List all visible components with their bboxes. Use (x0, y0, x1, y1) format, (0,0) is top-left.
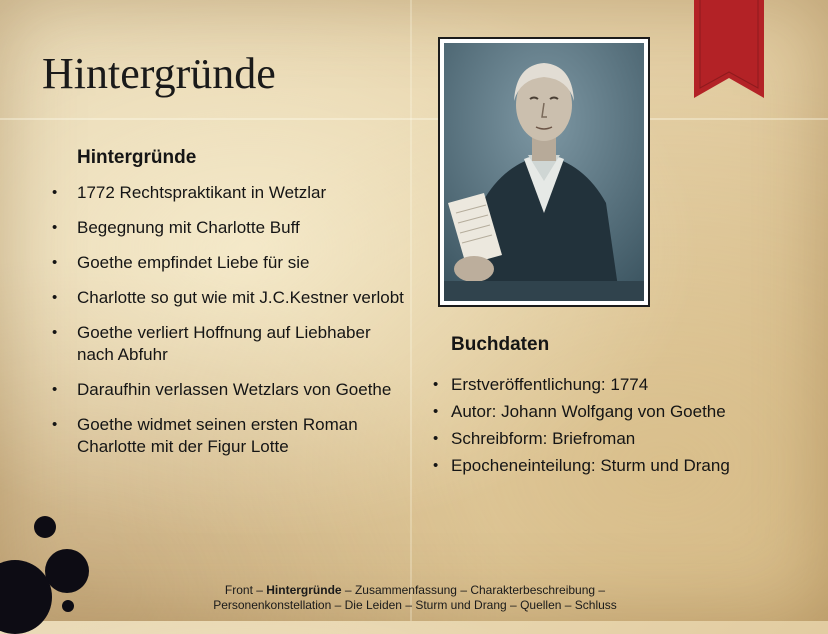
list-item: • 1772 Rechtspraktikant in Wetzlar (50, 182, 410, 204)
nav-link-charakterbeschreibung[interactable]: Charakterbeschreibung (470, 583, 596, 597)
list-item: • Begegnung mit Charlotte Buff (50, 217, 410, 239)
nav-link-sturm-und-drang[interactable]: Sturm und Drang (415, 598, 507, 612)
nav-link-personenkonstellation[interactable]: Personenkonstellation (213, 598, 332, 612)
bookmark-ribbon-icon (694, 0, 764, 98)
nav-link-schluss[interactable]: Schluss (574, 598, 617, 612)
list-item: • Goethe empfindet Liebe für sie (50, 252, 410, 274)
right-heading: Buchdaten (451, 334, 550, 355)
list-item: • Charlotte so gut wie mit J.C.Kestner verlobt (50, 287, 410, 309)
list-item: • Autor: Johann Wolfgang von Goethe (433, 401, 813, 422)
list-item: • Daraufhin verlassen Wetzlars von Goethe (50, 379, 410, 401)
footer-navigation: Front – Hintergründe – Zusammenfassung – Charakterbeschreibung – Personenkonstellation – Die Leiden – Sturm und Drang – Quellen – Schluss (213, 583, 617, 612)
paper-fold-vertical (410, 0, 412, 621)
ink-blot (34, 516, 56, 538)
list-item: • Goethe widmet seinen ersten Roman Charlotte mit der Figur Lotte (50, 414, 410, 458)
nav-link-zusammenfassung[interactable]: Zusammenfassung (354, 583, 457, 597)
book-data-bullet-list (433, 374, 813, 482)
nav-link-die-leiden[interactable]: Die Leiden (344, 598, 402, 612)
nav-link-quellen[interactable]: Quellen (520, 598, 562, 612)
slide-title: Hintergründe (42, 49, 276, 98)
background-bullet-list (50, 182, 410, 471)
ink-blot (45, 549, 89, 593)
list-item: • Epocheneinteilung: Sturm und Drang (433, 455, 813, 476)
list-item: • Erstveröffentlichung: 1774 (433, 374, 813, 395)
list-item: • Schreibform: Briefroman (433, 428, 813, 449)
nav-link-hintergruende[interactable]: Hintergründe (266, 583, 342, 597)
nav-link-front[interactable]: Front (224, 583, 253, 597)
ink-blot (62, 600, 74, 612)
goethe-portrait (438, 37, 650, 307)
paper-fold-horizontal (0, 118, 828, 120)
list-item: • Goethe verliert Hoffnung auf Liebhaber nach Abfuhr (50, 322, 410, 366)
left-heading: Hintergründe (77, 147, 197, 168)
portrait-image (444, 43, 644, 301)
